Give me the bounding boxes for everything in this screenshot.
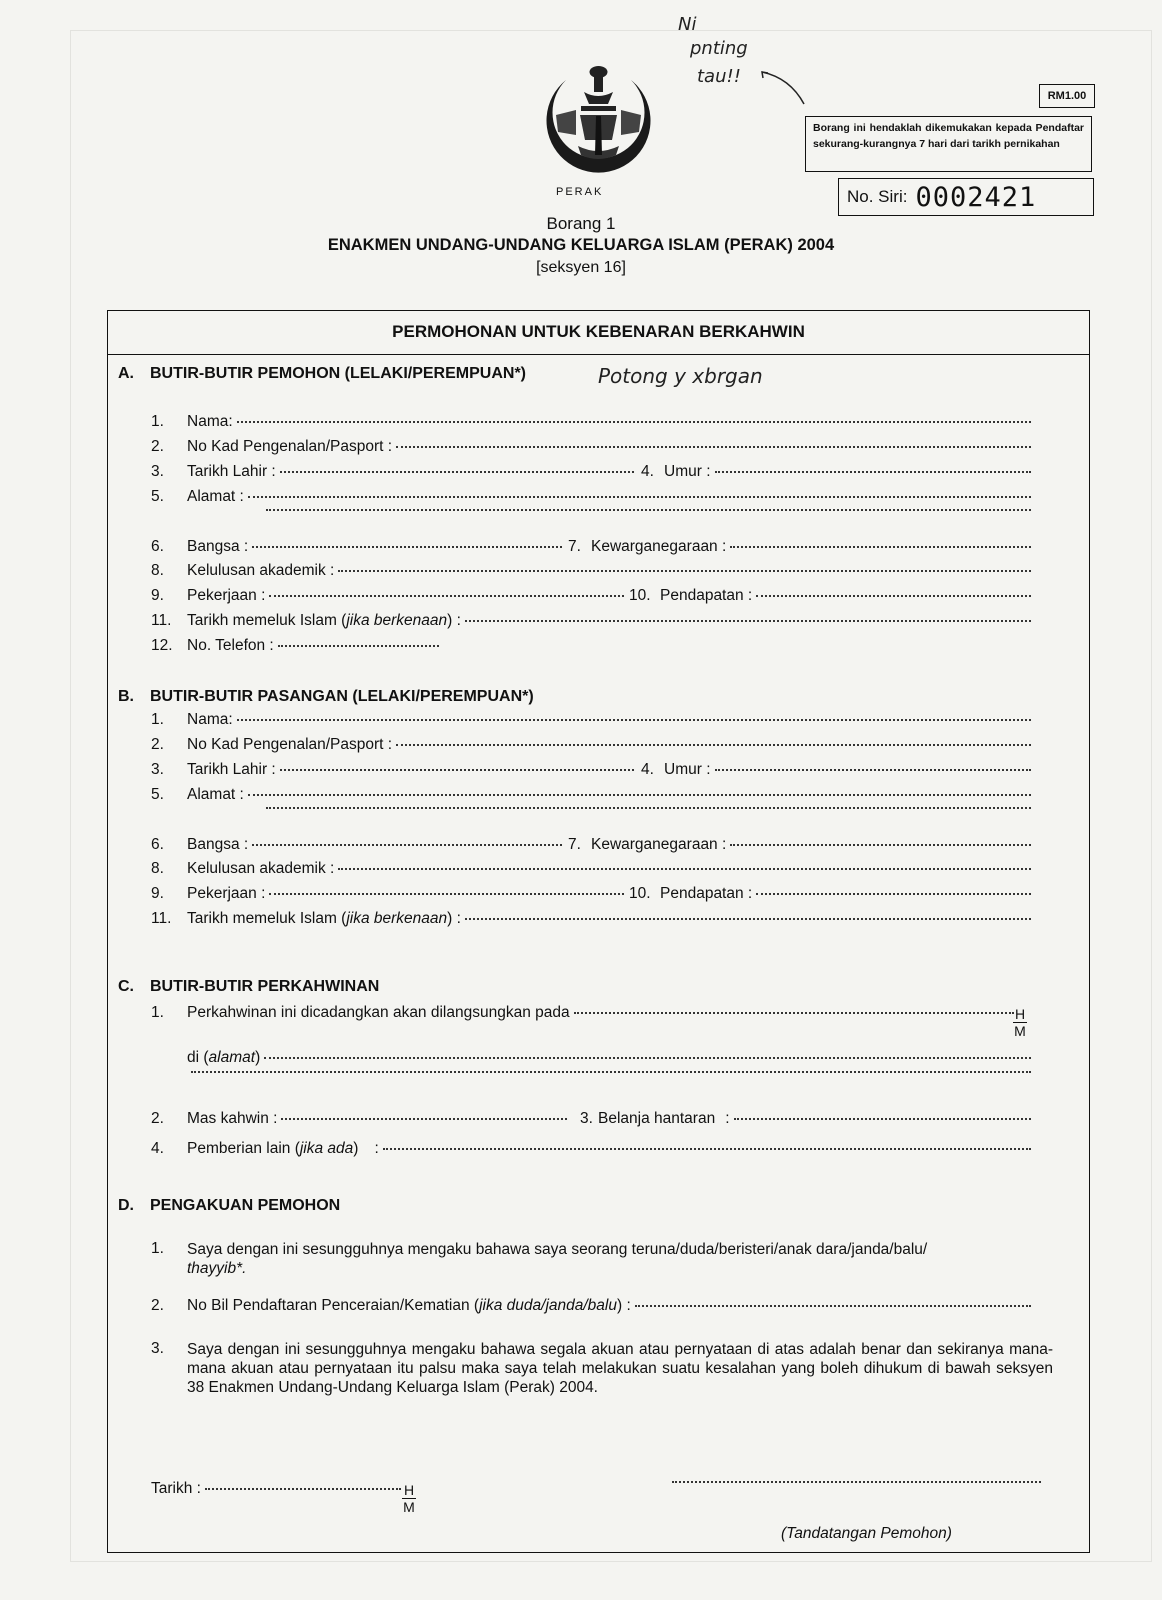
c-field-venue-line2[interactable]: [187, 1074, 1031, 1094]
a-field-address[interactable]: 5. Alamat :: [151, 488, 1031, 508]
a-field-occupation[interactable]: 9. Pekerjaan :: [151, 587, 624, 607]
a-field-education[interactable]: 8. Kelulusan akademik :: [151, 562, 1031, 582]
b-field-convert-date[interactable]: 11. Tarikh memeluk Islam ( jika berkenaan ) :: [151, 910, 1031, 930]
footer-date-field[interactable]: Tarikh :: [151, 1480, 401, 1500]
b-field-income[interactable]: 10. Pendapatan :: [629, 885, 1031, 905]
a-field-race[interactable]: 6. Bangsa :: [151, 538, 562, 558]
a-field-ic[interactable]: 2. No Kad Pengenalan/Pasport :: [151, 438, 1031, 458]
handwritten-arrow-icon: [760, 68, 810, 108]
perak-crest-icon: [536, 60, 661, 200]
b-field-occupation[interactable]: 9. Pekerjaan :: [151, 885, 624, 905]
b-field-address-line2[interactable]: [262, 810, 1031, 830]
footer-hijri-masihi-marker: H M: [403, 1482, 415, 1515]
c-field-other-gifts[interactable]: 4. Pemberian lain ( jika ada ) :: [151, 1140, 1031, 1160]
c-hijri-masihi-marker: H M: [1014, 1006, 1026, 1039]
handwritten-note-line1: Ni: [678, 14, 697, 35]
handwritten-note-line3: tau!!: [697, 66, 741, 87]
b-field-age[interactable]: 4. Umur :: [641, 761, 1031, 781]
section-a-heading: BUTIR-BUTIR PEMOHON (LELAKI/PEREMPUAN*): [150, 365, 526, 382]
section-c-letter: C.: [118, 978, 134, 995]
handwritten-strike-note: Potong y xbrgan: [598, 364, 763, 388]
c-field-venue[interactable]: di ( alamat ): [187, 1049, 1031, 1069]
b-field-ic[interactable]: 2. No Kad Pengenalan/Pasport :: [151, 736, 1031, 756]
serial-label: No. Siri:: [847, 187, 908, 206]
signature-caption: (Tandatangan Pemohon): [781, 1525, 952, 1542]
a-field-name[interactable]: 1. Nama:: [151, 413, 1031, 433]
b-field-dob[interactable]: 3. Tarikh Lahir :: [151, 761, 634, 781]
form-name: Borang 1: [546, 214, 616, 233]
signature-line[interactable]: [668, 1484, 1041, 1504]
c-field-dowry[interactable]: 2. Mas kahwin :: [151, 1110, 567, 1130]
section-b-letter: B.: [118, 688, 134, 705]
c-field-gift-expense[interactable]: 3. Belanja hantaran :: [580, 1110, 1031, 1130]
a-field-convert-date[interactable]: 11. Tarikh memeluk Islam ( jika berkenaan ) :: [151, 612, 1031, 632]
b-field-citizenship[interactable]: 7. Kewarganegaraan :: [568, 836, 1031, 856]
price-label: RM1.00: [1039, 84, 1095, 108]
section-reference: [seksyen 16]: [536, 259, 626, 276]
enactment-title: ENAKMEN UNDANG-UNDANG KELUARGA ISLAM (PERAK) 2004: [327, 236, 835, 254]
section-b-heading: BUTIR-BUTIR PASANGAN (LELAKI/PEREMPUAN*): [150, 688, 534, 705]
d-item1-declaration: Saya dengan ini sesungguhnya mengaku bahawa saya seorang teruna/duda/beristeri/anak dara/janda/balu/ thayyib*.: [187, 1241, 928, 1277]
b-field-race[interactable]: 6. Bangsa :: [151, 836, 562, 856]
d-field-divorce-death-no[interactable]: 2. No Bil Pendaftaran Penceraian/Kematian ( jika duda/janda/balu ) :: [151, 1297, 1031, 1317]
a-field-address-line2[interactable]: [262, 512, 1031, 532]
d-item3-declaration: Saya dengan ini sesungguhnya mengaku bahawa segala akuan atau pernyataan di atas adalah benar dan sekiranya mana-mana akuan atau pernyataan itu palsu maka saya telah melakukan suatu kesalahan yang boleh dihukum di bawah seksyen 38 Enakmen Undang-Undang Keluarga Islam (Perak) 2004.: [187, 1341, 1053, 1396]
b-field-name[interactable]: 1. Nama:: [151, 711, 1031, 731]
d-item1-number: 1.: [151, 1240, 164, 1257]
a-field-phone[interactable]: 12. No. Telefon :: [151, 637, 439, 657]
c-field-wedding-date[interactable]: 1. Perkahwinan ini dicadangkan akan dilangsungkan pada: [151, 1004, 1014, 1024]
a-field-dob[interactable]: 3. Tarikh Lahir :: [151, 463, 634, 483]
submission-notice: Borang ini hendaklah dikemukakan kepada Pendaftar sekurang-kurangnya 7 hari dari tarikh pernikahan: [805, 116, 1092, 172]
section-a-letter: A.: [118, 365, 134, 382]
serial-number-box: [838, 178, 1094, 216]
serial-number: 0002421: [915, 181, 1037, 213]
a-field-age[interactable]: 4. Umur :: [641, 463, 1031, 483]
crest-caption: PERAK: [556, 186, 604, 198]
a-field-income[interactable]: 10. Pendapatan :: [629, 587, 1031, 607]
a-field-citizenship[interactable]: 7. Kewarganegaraan :: [568, 538, 1031, 558]
section-c-heading: BUTIR-BUTIR PERKAHWINAN: [150, 978, 380, 995]
section-d-heading: PENGAKUAN PEMOHON: [150, 1197, 341, 1214]
form-title: PERMOHONAN UNTUK KEBENARAN BERKAHWIN: [107, 310, 1090, 355]
d-item3-number: 3.: [151, 1340, 164, 1357]
handwritten-note-line2: pnting: [690, 38, 748, 59]
b-field-education[interactable]: 8. Kelulusan akademik :: [151, 860, 1031, 880]
b-field-address[interactable]: 5. Alamat :: [151, 786, 1031, 806]
section-d-letter: D.: [118, 1197, 134, 1214]
